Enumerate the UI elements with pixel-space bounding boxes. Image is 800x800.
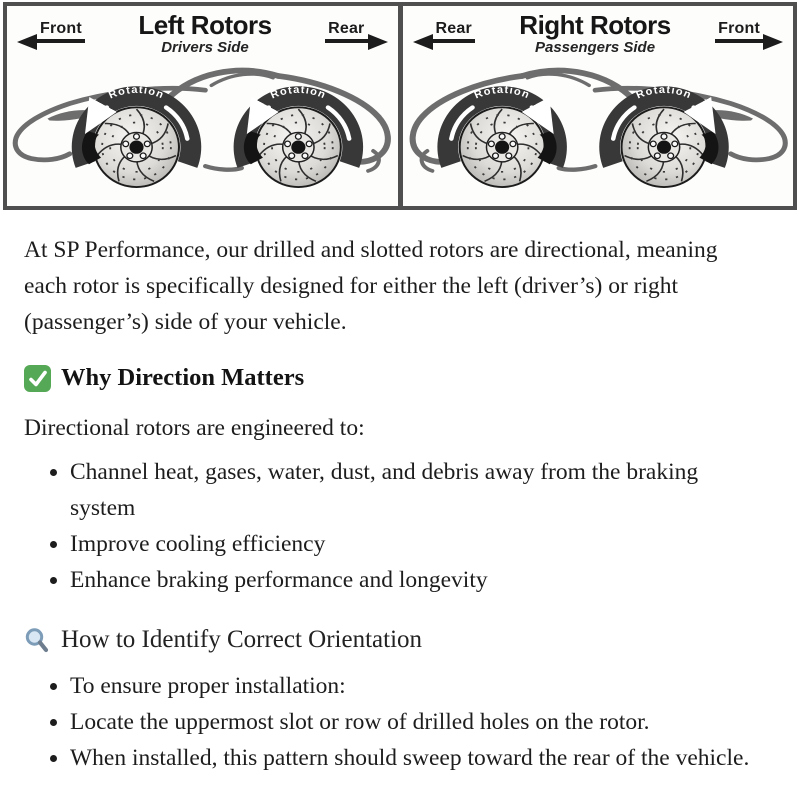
panel-subtitle: Drivers Side <box>161 39 249 56</box>
car-drawing-right-side <box>403 56 794 206</box>
list-item: • Channel heat, gases, water, dust, and debris away from the braking system <box>70 454 750 526</box>
arrow-left-icon <box>413 34 433 50</box>
section-heading-identify-orientation <box>24 626 776 654</box>
front-direction-indicator <box>715 20 783 43</box>
right-rotors-panel <box>398 6 794 206</box>
rotation-label: Rotation <box>106 84 167 102</box>
front-direction-indicator <box>17 20 85 43</box>
rotation-label: Rotation <box>472 84 532 102</box>
list-item: • To ensure proper installation: <box>70 668 750 704</box>
benefits-list <box>24 454 776 598</box>
list-item: • When installed, this pattern should sweep toward the rear of the vehicle. <box>70 740 750 776</box>
direction-label: Front <box>715 20 763 43</box>
arrow-left-icon <box>17 34 37 50</box>
orientation-steps-list <box>24 668 776 776</box>
left-panel-title-block <box>138 11 271 56</box>
intro-paragraph: At SP Performance, our drilled and slotted rotors are directional, meaning each rotor is specifically designed for either the left (driver’s) or right (passenger’s) side of your vehicle. <box>24 237 718 335</box>
direction-label: Rear <box>325 20 367 43</box>
article-body <box>0 210 800 776</box>
car-silhouette <box>15 71 388 187</box>
arrow-right-icon <box>763 34 783 50</box>
right-panel-title-block <box>519 11 670 56</box>
rear-direction-indicator <box>413 20 475 43</box>
rotation-label: Rotation <box>268 84 329 102</box>
magnifying-glass-emoji-icon <box>24 627 51 654</box>
direction-label: Rear <box>433 20 475 43</box>
list-item: • Enhance braking performance and longevity <box>70 562 750 598</box>
rotation-label: Rotation <box>633 84 694 102</box>
section-heading-why-direction-matters <box>24 364 776 392</box>
direction-label: Front <box>37 20 85 43</box>
list-item: • Locate the uppermost slot or row of drilled holes on the rotor. <box>70 704 750 740</box>
left-panel-header <box>7 6 398 56</box>
arrow-right-icon <box>368 34 388 50</box>
car-silhouette-mirrored <box>412 71 785 187</box>
left-rotors-panel <box>7 6 398 206</box>
rotor-direction-diagram <box>3 2 797 210</box>
check-mark-emoji-icon <box>24 365 51 392</box>
section-heading-text: How to Identify Correct Orientation <box>61 626 423 653</box>
panel-subtitle: Passengers Side <box>534 39 656 56</box>
list-item: • Improve cooling efficiency <box>70 526 750 562</box>
panel-title: Right Rotors <box>519 10 671 40</box>
right-panel-header <box>403 6 794 56</box>
lead-paragraph: Directional rotors are engineered to: <box>24 415 365 441</box>
section-heading-text: Why Direction Matters <box>61 364 305 391</box>
panel-title: Left Rotors <box>138 10 272 40</box>
rear-direction-indicator <box>325 20 387 43</box>
car-drawing-left-side <box>7 56 398 206</box>
